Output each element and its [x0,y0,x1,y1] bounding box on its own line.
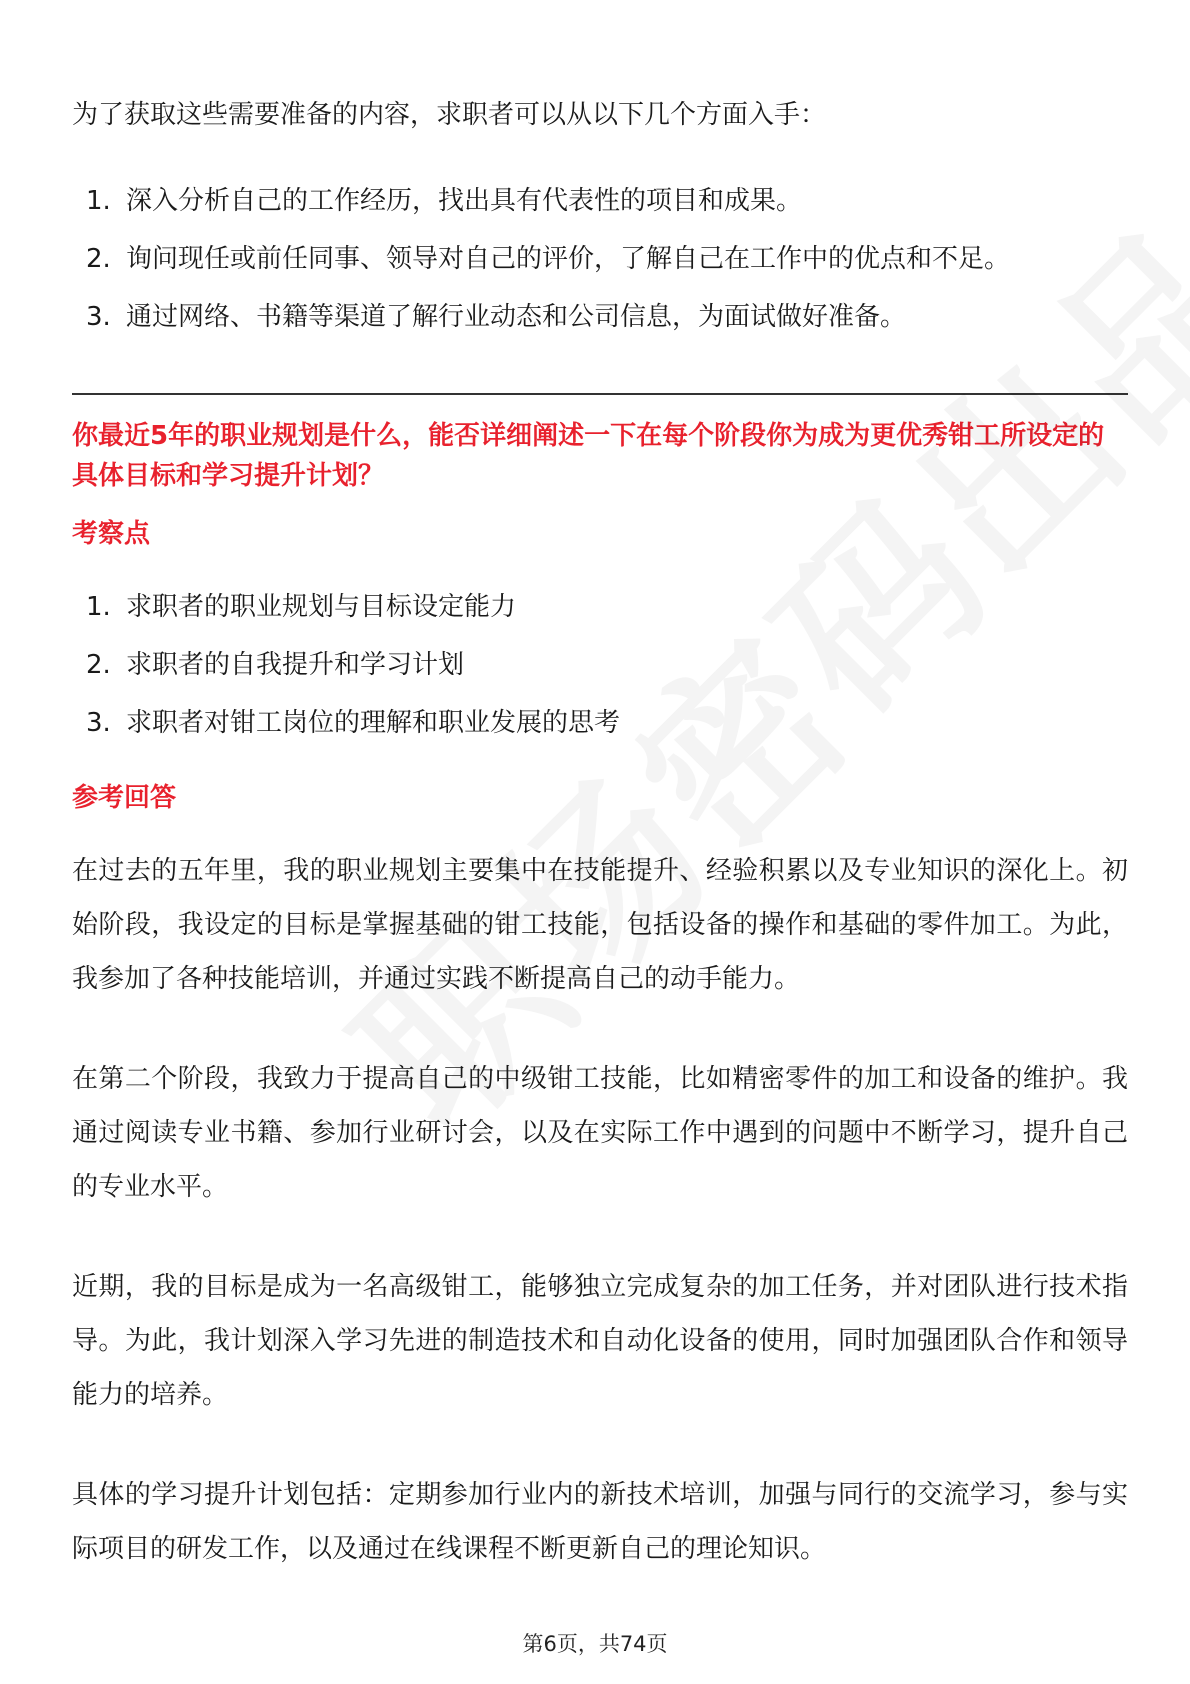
list-item-text: 求职者对钳工岗位的理解和职业发展的思考 [126,708,621,738]
intro-text: 为了获取这些需要准备的内容，求职者可以从以下几个方面入手： [72,100,827,130]
prep-list [72,172,1010,346]
list-item [72,636,620,694]
answer-paragraph: 近期，我的目标是成为一名高级钳工，能够独立完成复杂的加工任务，并对团队进行技术指导。为此，我计划深入学习先进的制造技术和自动化设备的使用，同时加强团队合作和领导能力的培养。 [72,1272,1128,1410]
list-number: 2. [86,650,111,680]
list-item [72,230,1010,288]
answer-paragraph: 具体的学习提升计划包括：定期参加行业内的新技术培训，加强与同行的交流学习，参与实际项目的研发工作，以及通过在线课程不断更新自己的理论知识。 [72,1480,1128,1564]
list-item [72,172,1010,230]
list-number: 1. [86,592,111,622]
list-number: 2. [86,244,111,274]
list-item [72,694,620,752]
list-item [72,288,1010,346]
list-item-text: 询问现任或前任同事、领导对自己的评价，了解自己在工作中的优点和不足。 [126,244,1011,274]
list-item-text: 通过网络、书籍等渠道了解行业动态和公司信息，为面试做好准备。 [126,302,907,332]
list-item [72,578,620,636]
list-number: 3. [86,302,111,332]
page-number-footer: 第6页，共74页 [522,1632,668,1656]
list-number: 1. [86,186,111,216]
list-item-text: 深入分析自己的工作经历，找出具有代表性的项目和成果。 [126,186,803,216]
list-item-text: 求职者的自我提升和学习计划 [126,650,465,680]
answer-heading: 参考回答 [72,783,177,813]
question-heading: 你最近5年的职业规划是什么，能否详细阐述一下在每个阶段你为成为更优秀钳工所设定的具体目标和学习提升计划？ [72,421,1105,491]
answer-paragraph: 在第二个阶段，我致力于提高自己的中级钳工技能，比如精密零件的加工和设备的维护。我通过阅读专业书籍、参加行业研讨会，以及在实际工作中遇到的问题中不断学习，提升自己的专业水平。 [72,1064,1128,1202]
list-item-text: 求职者的职业规划与目标设定能力 [126,592,517,622]
section-divider [72,393,1128,395]
document-page [72,0,1128,1684]
exam-points-heading: 考察点 [72,519,151,549]
exam-points-list [72,578,620,752]
answer-paragraph: 在过去的五年里，我的职业规划主要集中在技能提升、经验积累以及专业知识的深化上。初始阶段，我设定的目标是掌握基础的钳工技能，包括设备的操作和基础的零件加工。为此，我参加了各种技能培训，并通过实践不断提高自己的动手能力。 [72,856,1128,994]
list-number: 3. [86,708,111,738]
